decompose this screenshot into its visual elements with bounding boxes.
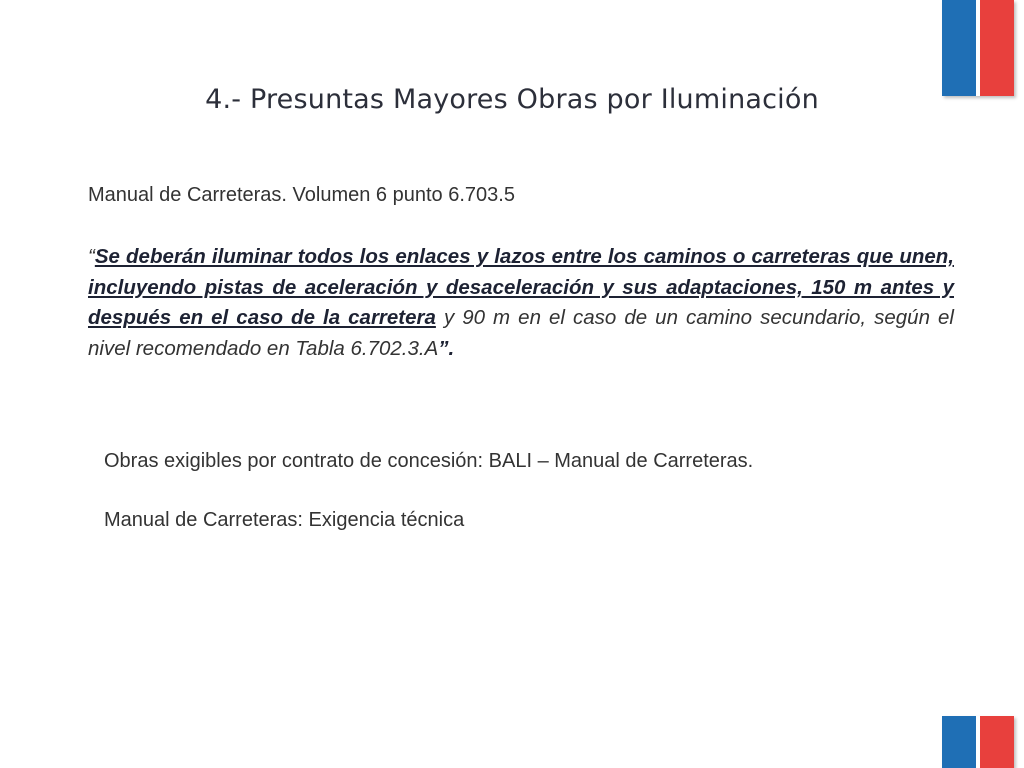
flag-blue-stripe xyxy=(942,716,976,768)
note-line-concession: Obras exigibles por contrato de concesión: BALI – Manual de Carreteras. xyxy=(104,450,754,472)
quote-open-mark: “ xyxy=(88,245,95,268)
flag-red-stripe xyxy=(980,716,1014,768)
manual-quote xyxy=(88,242,954,364)
flag-decoration-bottom xyxy=(942,716,1014,768)
note-line-technical: Manual de Carreteras: Exigencia técnica xyxy=(104,509,465,531)
flag-red-stripe xyxy=(980,0,1014,96)
slide-title: 4.- Presuntas Mayores Obras por Iluminación xyxy=(205,84,819,115)
flag-decoration-top xyxy=(942,0,1014,96)
quote-rest: y 90 m en el caso de un camino secundario, según el nivel recomendado en Tabla 6.702.3.A xyxy=(88,306,954,360)
quote-close-mark: ”. xyxy=(438,336,455,360)
manual-reference: Manual de Carreteras. Volumen 6 punto 6.703.5 xyxy=(88,184,515,206)
flag-blue-stripe xyxy=(942,0,976,96)
quote-emphasis: Se deberán iluminar todos los enlaces y lazos entre los caminos o carreteras que unen, incluyendo pistas de aceleración y desaceleración y sus adaptaciones, 150 m antes y después en el caso de la carretera xyxy=(88,245,954,329)
